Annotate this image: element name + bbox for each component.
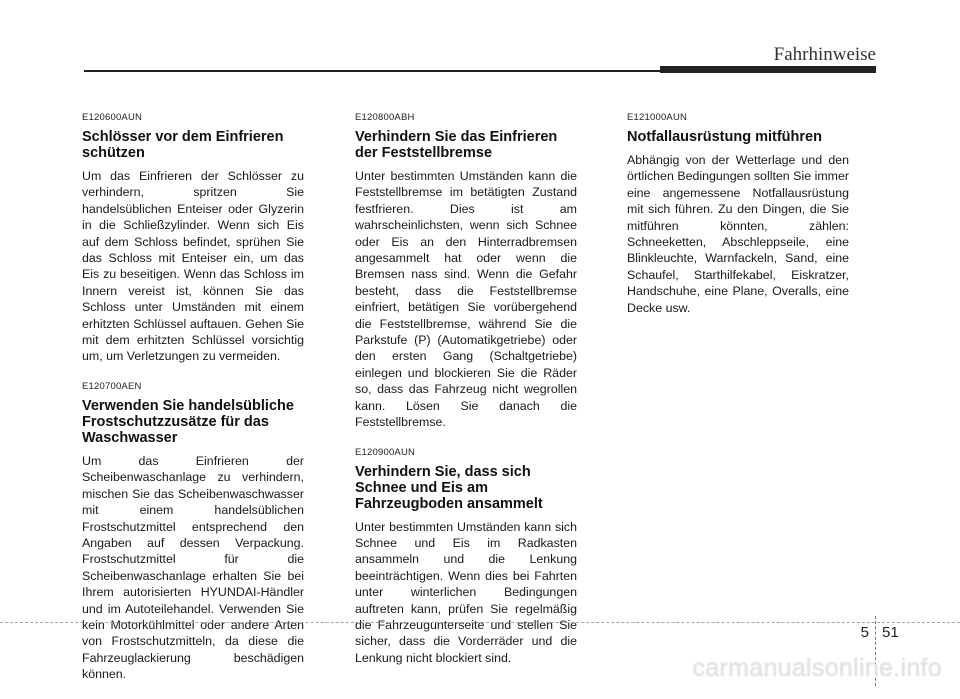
section-heading: Schlösser vor dem Einfrieren schützen xyxy=(82,129,284,161)
section-body: Unter bestimmten Umständen kann die Feststellbremse im betätigten Zustand festfrieren. Dies ist am wahrscheinlichsten, wenn sich Schnee oder Eis an den Hinterradbremsen angesammelt hat oder wenn die Bremsen nass sind. Wenn die Gefahr besteht, dass die Feststellbremse einfriert, betätigen Sie vorübergehend die Feststellbremse, während Sie die Parkstufe (P) (Automatikgetriebe) oder den ersten Gang (Schaltgetriebe) einlegen und blockieren Sie die Räder so, dass das Fahrzeug nicht wegrollen kann. Lösen Sie danach die Feststellbremse. xyxy=(355,169,577,430)
section-title: Fahrhinweise xyxy=(773,44,876,65)
section xyxy=(82,112,304,365)
section-body: Um das Einfrieren der Scheibenwaschanlage zu verhindern, mischen Sie das Scheibenwaschwasser mit einem handelsüblichen Frostschutzmittel entsprechend den Angaben auf dessen Verpackung. Frostschutzmittel für die Scheibenwaschanlage erhalten Sie bei Ihrem autorisierten HYUNDAI-Händler und im Autoteilehandel. Verwenden Sie kein Motorkühlmittel oder andere Arten von Frostschutzmitteln, da diese die Fahrzeuglackierung beschädigen können. xyxy=(82,453,304,682)
section-code: E120600AUN xyxy=(82,112,143,123)
page-number: 51 xyxy=(882,624,899,641)
section-heading: Verhindern Sie, dass sich Schnee und Eis am Fahrzeugboden ansammelt xyxy=(355,463,543,512)
chapter-number: 5 xyxy=(860,624,869,641)
section-body: Um das Einfrieren der Schlösser zu verhindern, spritzen Sie handelsüblichen Enteiser oder Glyzerin in die Schließzylinder. Wenn sich Eis auf dem Schloss befindet, sprühen Sie das Schloss mit Enteiser ein, um das Eis zu beseitigen. Wenn das Schloss im Innern vereist ist, können Sie das Schloss unter Umständen mit einem erhitzten Schlüssel auftauen. Gehen Sie mit dem erhitzten Schlüssel vorsichtig um, um Verletzungen zu vermeiden. xyxy=(82,169,304,364)
footer-rule xyxy=(0,622,960,623)
section-code: E121000AUN xyxy=(627,112,688,123)
section xyxy=(82,381,304,683)
section-body: Abhängig von der Wetterlage und den örtlichen Bedingungen sollten Sie immer eine angemessene Notfallausrüstung mit sich führen. Zu den Dingen, die Sie mitführen könnten, zählen: Schneeketten, Abschleppseile, eine Blinkleuchte, Warnfackeln, Sand, eine Schaufel, Starthilfekabel, Eiskratzer, Handschuhe, eine Plane, Overalls, eine Decke usw. xyxy=(627,153,849,315)
section-body: Unter bestimmten Umständen kann sich Schnee und Eis im Radkasten ansammeln und die Lenkung beeinträchtigen. Wenn dies bei Fahrten unter winterlichen Bedingungen auftreten kann, prüfen Sie regelmäßig die Fahrzeugunterseite und stellen Sie sicher, dass die Vorderräder und die Lenkung nicht blockiert sind. xyxy=(355,519,577,665)
section-heading: Verhindern Sie das Einfrieren der Feststellbremse xyxy=(355,129,558,161)
header-rule-accent xyxy=(660,66,876,73)
column-1 xyxy=(82,112,304,699)
watermark: carmanualsonline.info xyxy=(692,654,942,682)
section xyxy=(627,112,849,316)
column-2 xyxy=(355,112,577,682)
section-code: E120800ABH xyxy=(355,112,415,123)
header-rule xyxy=(84,70,660,72)
section-heading: Notfallausrüstung mitführen xyxy=(627,129,822,145)
section-code: E120900AUN xyxy=(355,446,416,458)
section-code: E120700AEN xyxy=(82,380,142,392)
section xyxy=(355,447,577,667)
column-3 xyxy=(627,112,849,332)
section xyxy=(355,112,577,431)
section-heading: Verwenden Sie handelsübliche Frostschutzzusätze für das Waschwasser xyxy=(82,397,294,446)
